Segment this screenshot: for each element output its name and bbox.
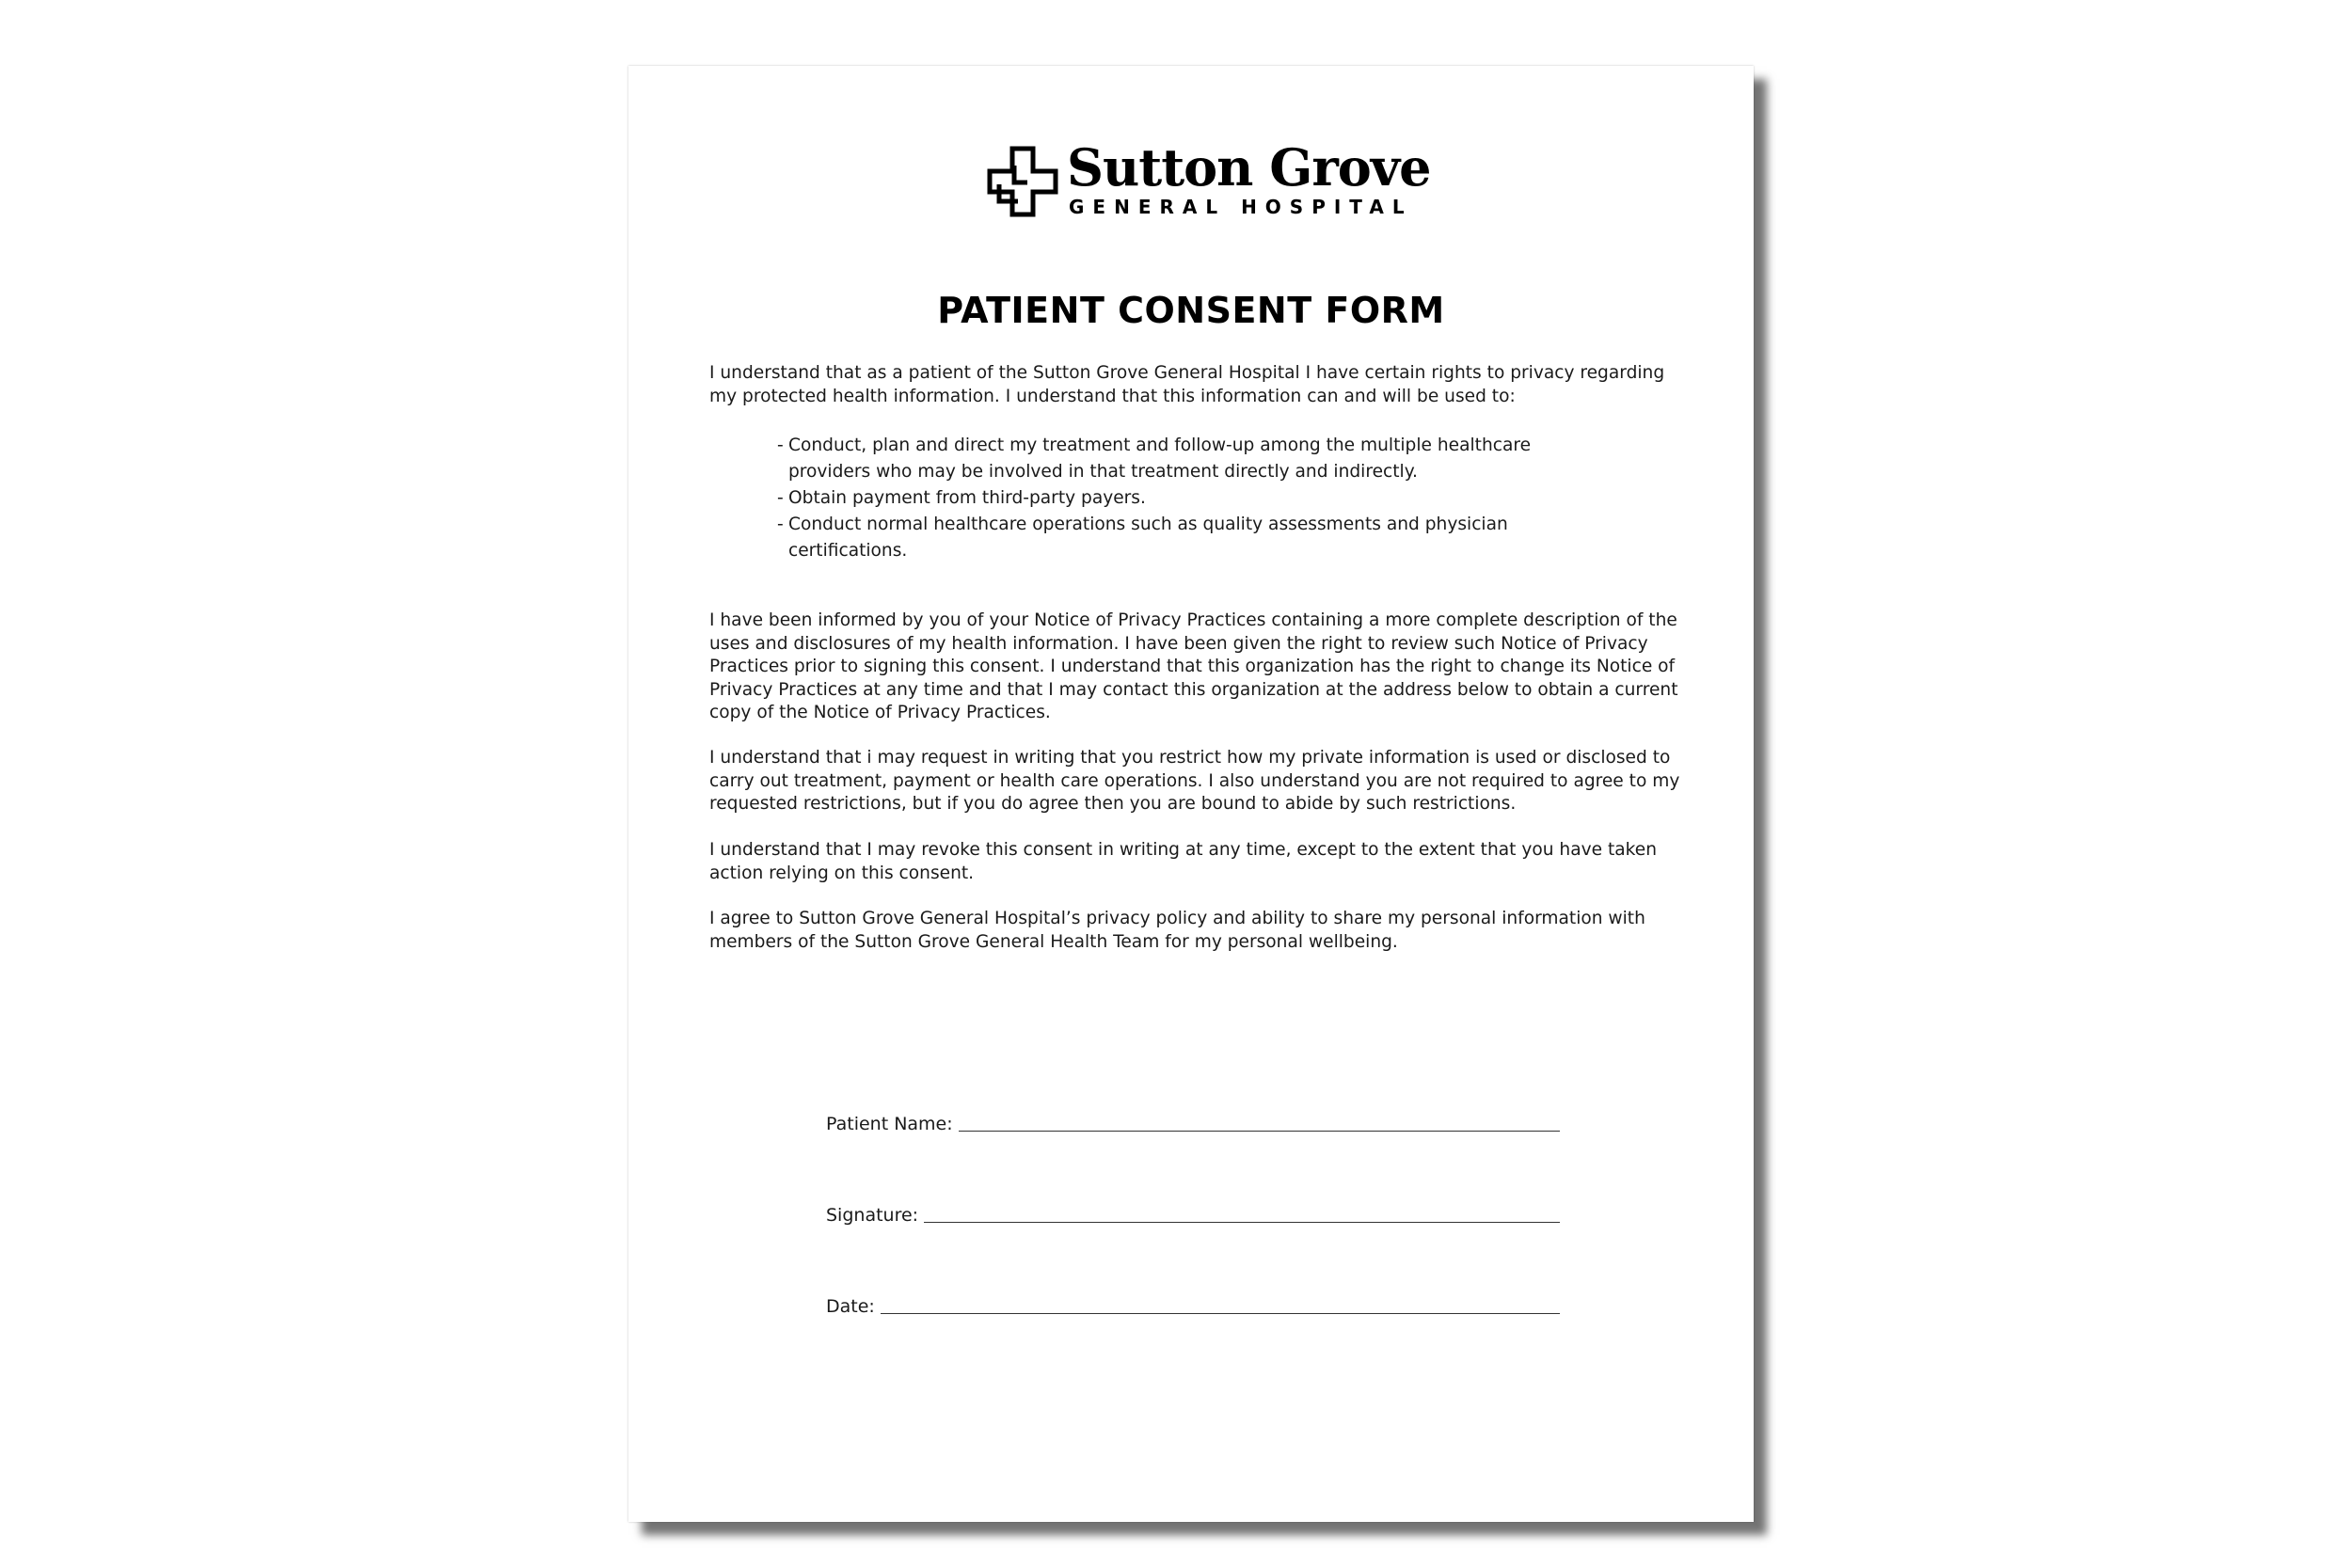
cross-clock-icon [986, 145, 1059, 218]
revoke-paragraph: I understand that I may revoke this consent in writing at any time, except to the extent that you have taken action relying on this consent. [709, 840, 1657, 883]
list-item: - Obtain payment from third-party payers. [777, 485, 1586, 512]
hospital-name: Sutton Grove [1067, 137, 1431, 198]
date-line[interactable] [881, 1313, 1560, 1314]
intro-paragraph: I understand that as a patient of the Sutton Grove General Hospital I have certain rights to privacy regarding my protected health information. I understand that this information can and will be used to: [709, 363, 1665, 406]
hospital-subtitle: GENERAL HOSPITAL [1069, 196, 1413, 218]
date-label: Date: [826, 1296, 875, 1317]
list-item: - Conduct, plan and direct my treatment and follow-up among the multiple healthcare providers who may be involved in that treatment directly and indirectly. [777, 433, 1586, 485]
patient-name-field[interactable] [826, 1113, 1560, 1135]
agreement-paragraph: I agree to Sutton Grove General Hospital’s privacy policy and ability to share my personal information with members of the Sutton Grove General Health Team for my personal wellbeing. [709, 909, 1645, 952]
notice-paragraph: I have been informed by you of your Notice of Privacy Practices containing a more complete description of the uses and disclosures of my health information. I have been given the right to review such Notice of Privacy Practices prior to signing this consent. I understand that this organization has the right to change its Notice of Privacy Practices at any time and that I may contact this organization at the address below to obtain a current copy of the Notice of Privacy Practices. [709, 610, 1678, 722]
hospital-logo [986, 137, 1431, 228]
signature-field[interactable] [826, 1204, 1560, 1227]
form-title: PATIENT CONSENT FORM [937, 290, 1445, 331]
usage-list [777, 433, 1586, 564]
signature-line[interactable] [924, 1222, 1560, 1223]
signature-label: Signature: [826, 1205, 919, 1226]
consent-form-page [628, 66, 1754, 1522]
patient-name-line[interactable] [959, 1131, 1560, 1132]
date-field[interactable] [826, 1295, 1560, 1318]
patient-name-label: Patient Name: [826, 1114, 953, 1134]
restriction-paragraph: I understand that i may request in writing that you restrict how my private information is used or disclosed to carry out treatment, payment or health care operations. I also understand you are not required to agree to my requested restrictions, but if you do agree then you are bound to abide by such restrictions. [709, 748, 1680, 814]
list-item: - Conduct normal healthcare operations such as quality assessments and physician certifications. [777, 512, 1586, 564]
